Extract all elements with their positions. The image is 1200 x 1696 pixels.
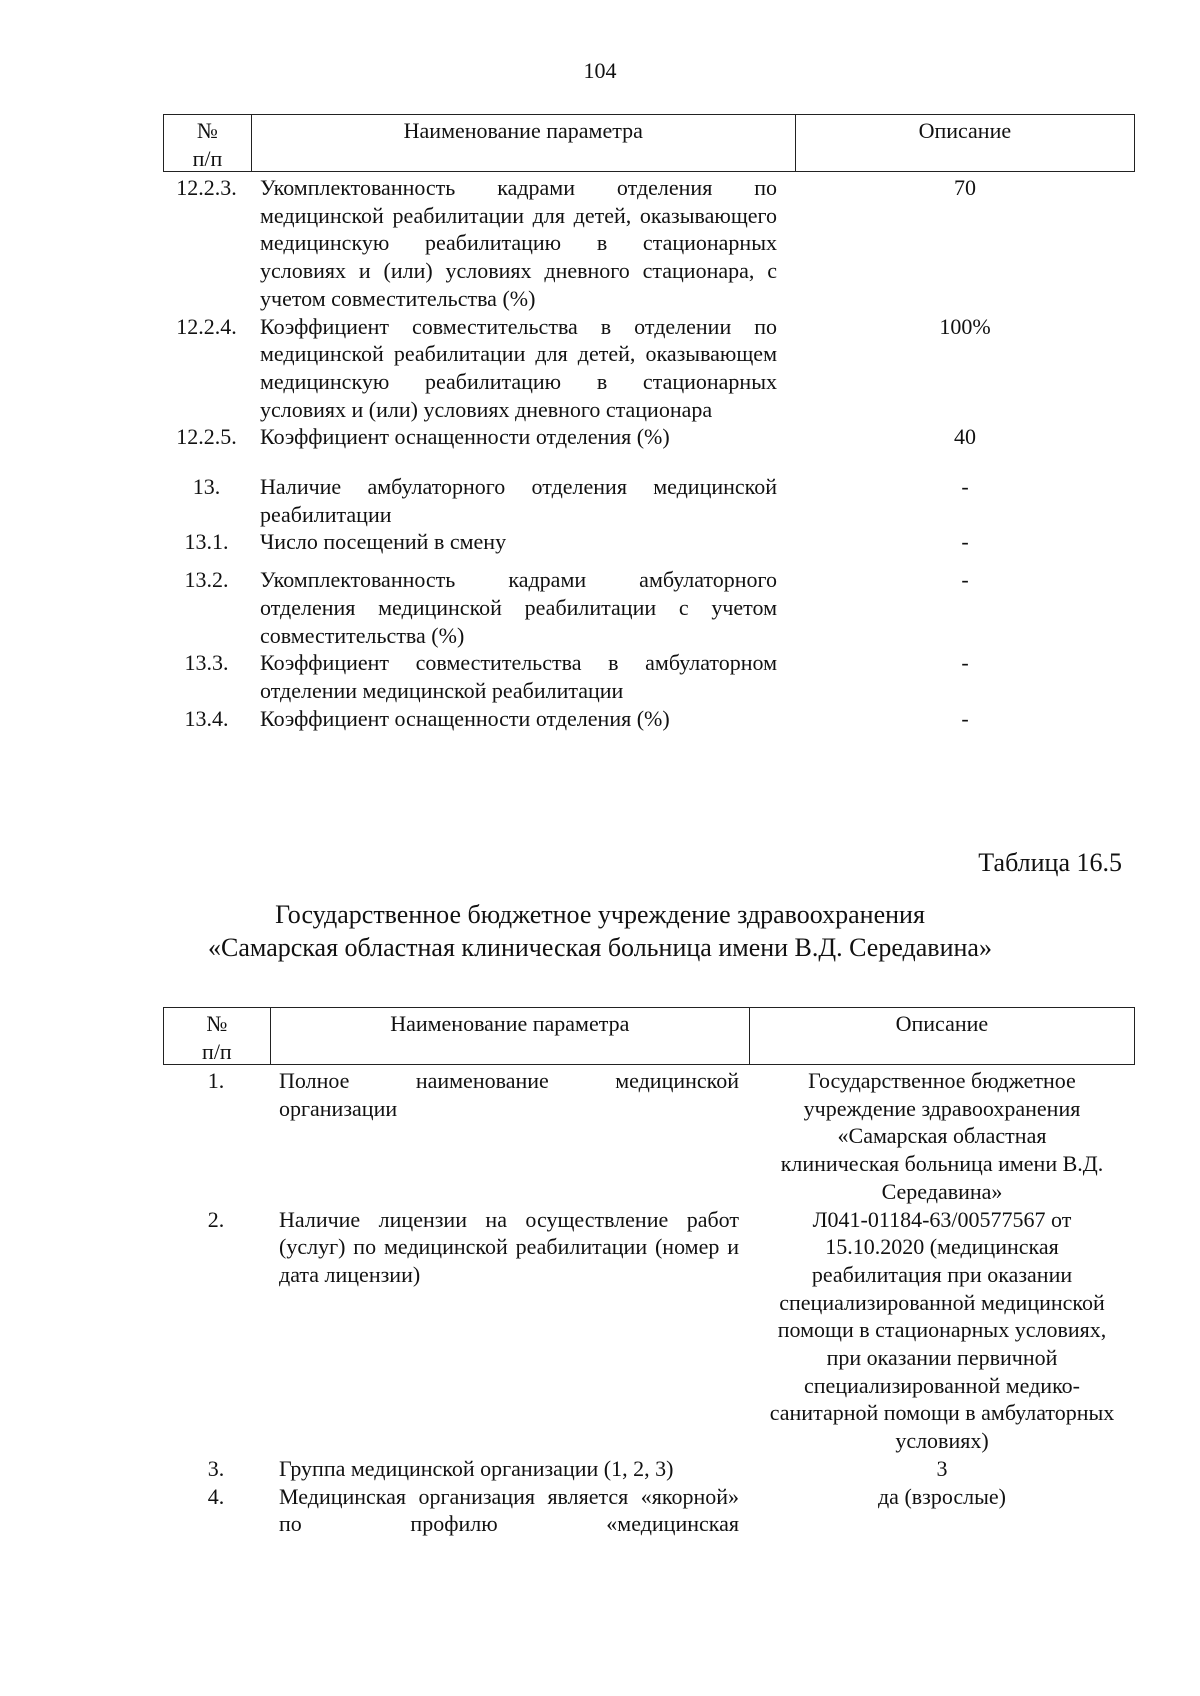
organization-parameters-table [163, 1007, 1135, 1538]
row-param: Коэффициент оснащенности отделения (%) [260, 424, 670, 450]
table-row [163, 528, 1135, 556]
table-row [163, 174, 1135, 313]
row-desc: - [961, 474, 969, 500]
table-header [163, 1007, 1135, 1065]
row-num: 3. [207, 1455, 225, 1481]
row-desc: Государственное бюджетное учреждение здравоохранения «Самарская областная клиническая больница имени В.Д. Середавина» [780, 1068, 1104, 1204]
row-num: 12.2.5. [176, 424, 237, 450]
row-param: Наличие амбулаторного отделения медицинской реабилитации [260, 474, 777, 527]
row-desc: 40 [954, 424, 976, 450]
row-desc: Л041-01184-63/00577567 от 15.10.2020 (медицинская реабилитация при оказании специализированной медицинской помощи в стационарных условиях, при оказании первичной специализированной медико-санитарной помощи в амбулаторных условиях) [769, 1206, 1115, 1454]
table-row [163, 1455, 1135, 1483]
row-param: Полное наименование медицинской организации [279, 1068, 739, 1121]
row-num: 4. [207, 1483, 225, 1509]
header-desc: Описание [749, 1008, 1134, 1064]
row-num: 13.2. [184, 567, 229, 593]
organization-title-line1: Государственное бюджетное учреждение здравоохранения [275, 900, 925, 929]
row-num: 12.2.4. [176, 313, 237, 339]
header-num: № п/п [202, 1011, 232, 1064]
row-param: Медицинская организация является «якорной» по профилю «медицинская [279, 1483, 739, 1537]
table-row [163, 1483, 1135, 1538]
organization-title-line2: «Самарская областная клиническая больница имени В.Д. Середавина» [208, 933, 992, 962]
row-num: 1. [207, 1068, 225, 1093]
header-param: Наименование параметра [270, 1008, 749, 1064]
table-row [163, 423, 1135, 451]
row-num: 13.3. [184, 650, 229, 676]
row-desc: 70 [954, 175, 976, 200]
row-num: 12.2.3. [176, 175, 237, 200]
row-param: Коэффициент оснащенности отделения (%) [260, 705, 670, 731]
row-param: Укомплектованность кадрами амбулаторного отделения медицинской реабилитации с учетом совместительства (%) [260, 567, 777, 648]
row-param: Укомплектованность кадрами отделения по медицинской реабилитации для детей, оказывающего медицинскую реабилитацию в стационарных условиях и (или) условиях дневного стационара, с учетом совместительства (%) [260, 175, 777, 311]
row-desc: - [961, 650, 969, 676]
organization-title [0, 898, 1200, 964]
table-row [163, 566, 1135, 649]
row-num: 13.4. [184, 705, 229, 731]
row-param: Наличие лицензии на осуществление работ (услуг) по медицинской реабилитации (номер и дата лицензии) [279, 1206, 739, 1287]
table-row [163, 473, 1135, 528]
parameters-table-continued [163, 114, 1135, 732]
row-param: Коэффициент совместительства в амбулаторном отделении медицинской реабилитации [260, 650, 777, 703]
row-param: Группа медицинской организации (1, 2, 3) [279, 1455, 674, 1481]
header-num: № п/п [192, 118, 223, 171]
page-number: 104 [583, 58, 617, 83]
table-row [163, 1206, 1135, 1455]
row-desc: - [961, 529, 969, 555]
row-param: Коэффициент совместительства в отделении по медицинской реабилитации для детей, оказывающем медицинскую реабилитацию в стационарных условиях и (или) условиях дневного стационара [260, 313, 777, 422]
table-row [163, 649, 1135, 704]
row-param: Число посещений в смену [260, 529, 507, 555]
table-row [163, 1067, 1135, 1206]
row-desc: - [961, 705, 969, 731]
table-label: Таблица 16.5 [978, 848, 1122, 877]
row-desc: да (взрослые) [877, 1483, 1007, 1509]
header-param: Наименование параметра [251, 115, 795, 171]
row-desc: - [961, 567, 969, 593]
table-row [163, 705, 1135, 733]
table-header [163, 114, 1135, 172]
row-num: 13. [192, 474, 221, 500]
row-num: 2. [207, 1206, 225, 1232]
row-desc: 3 [936, 1455, 948, 1481]
row-desc: 100% [939, 313, 991, 339]
table-row [163, 313, 1135, 424]
row-num: 13.1. [184, 529, 229, 555]
header-desc: Описание [795, 115, 1134, 171]
